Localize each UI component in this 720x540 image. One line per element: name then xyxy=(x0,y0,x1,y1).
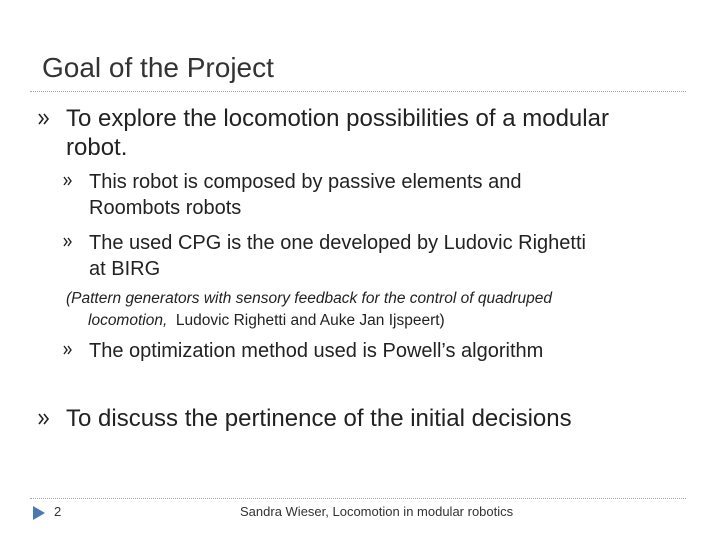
citation-title-end: locomotion, xyxy=(88,312,168,329)
citation-line: (Pattern generators with sensory feedback for the control of quadruped xyxy=(66,290,552,307)
citation xyxy=(66,288,666,332)
footer-divider xyxy=(30,498,686,499)
sub-bullet-line: The optimization method used is Powell’s algorithm xyxy=(89,340,544,362)
double-chevron-right-icon xyxy=(63,176,73,186)
double-chevron-right-icon xyxy=(63,237,73,247)
sub-bullet-line: Roombots robots xyxy=(89,197,242,219)
bullet-line: To explore the locomotion possibilities of a modular xyxy=(66,105,609,132)
bullet-line: robot. xyxy=(66,134,128,161)
slide-title: Goal of the Project xyxy=(42,52,274,83)
sub-bullet-robot xyxy=(89,169,689,221)
bullet-line: To discuss the pertinence of the initial decisions xyxy=(66,405,572,432)
double-chevron-right-icon xyxy=(63,345,73,355)
sub-bullet-line: This robot is composed by passive elements and xyxy=(89,171,522,193)
double-chevron-right-icon xyxy=(38,413,50,425)
bullet-discuss xyxy=(66,404,686,433)
page-number: 2 xyxy=(54,504,62,519)
sub-bullet-line: The used CPG is the one developed by Ludovic Righetti xyxy=(89,232,586,254)
sub-bullet-line: at BIRG xyxy=(89,258,161,280)
citation-authors: Ludovic Righetti and Auke Jan Ijspeert) xyxy=(167,312,445,329)
double-chevron-right-icon xyxy=(38,113,50,125)
footer-text: Sandra Wieser, Locomotion in modular robotics xyxy=(240,504,514,519)
title-divider xyxy=(30,91,686,92)
triangle-right-icon xyxy=(32,505,46,526)
bullet-explore xyxy=(66,104,686,162)
sub-bullet-optimization xyxy=(89,338,689,364)
sub-bullet-cpg xyxy=(89,230,689,282)
